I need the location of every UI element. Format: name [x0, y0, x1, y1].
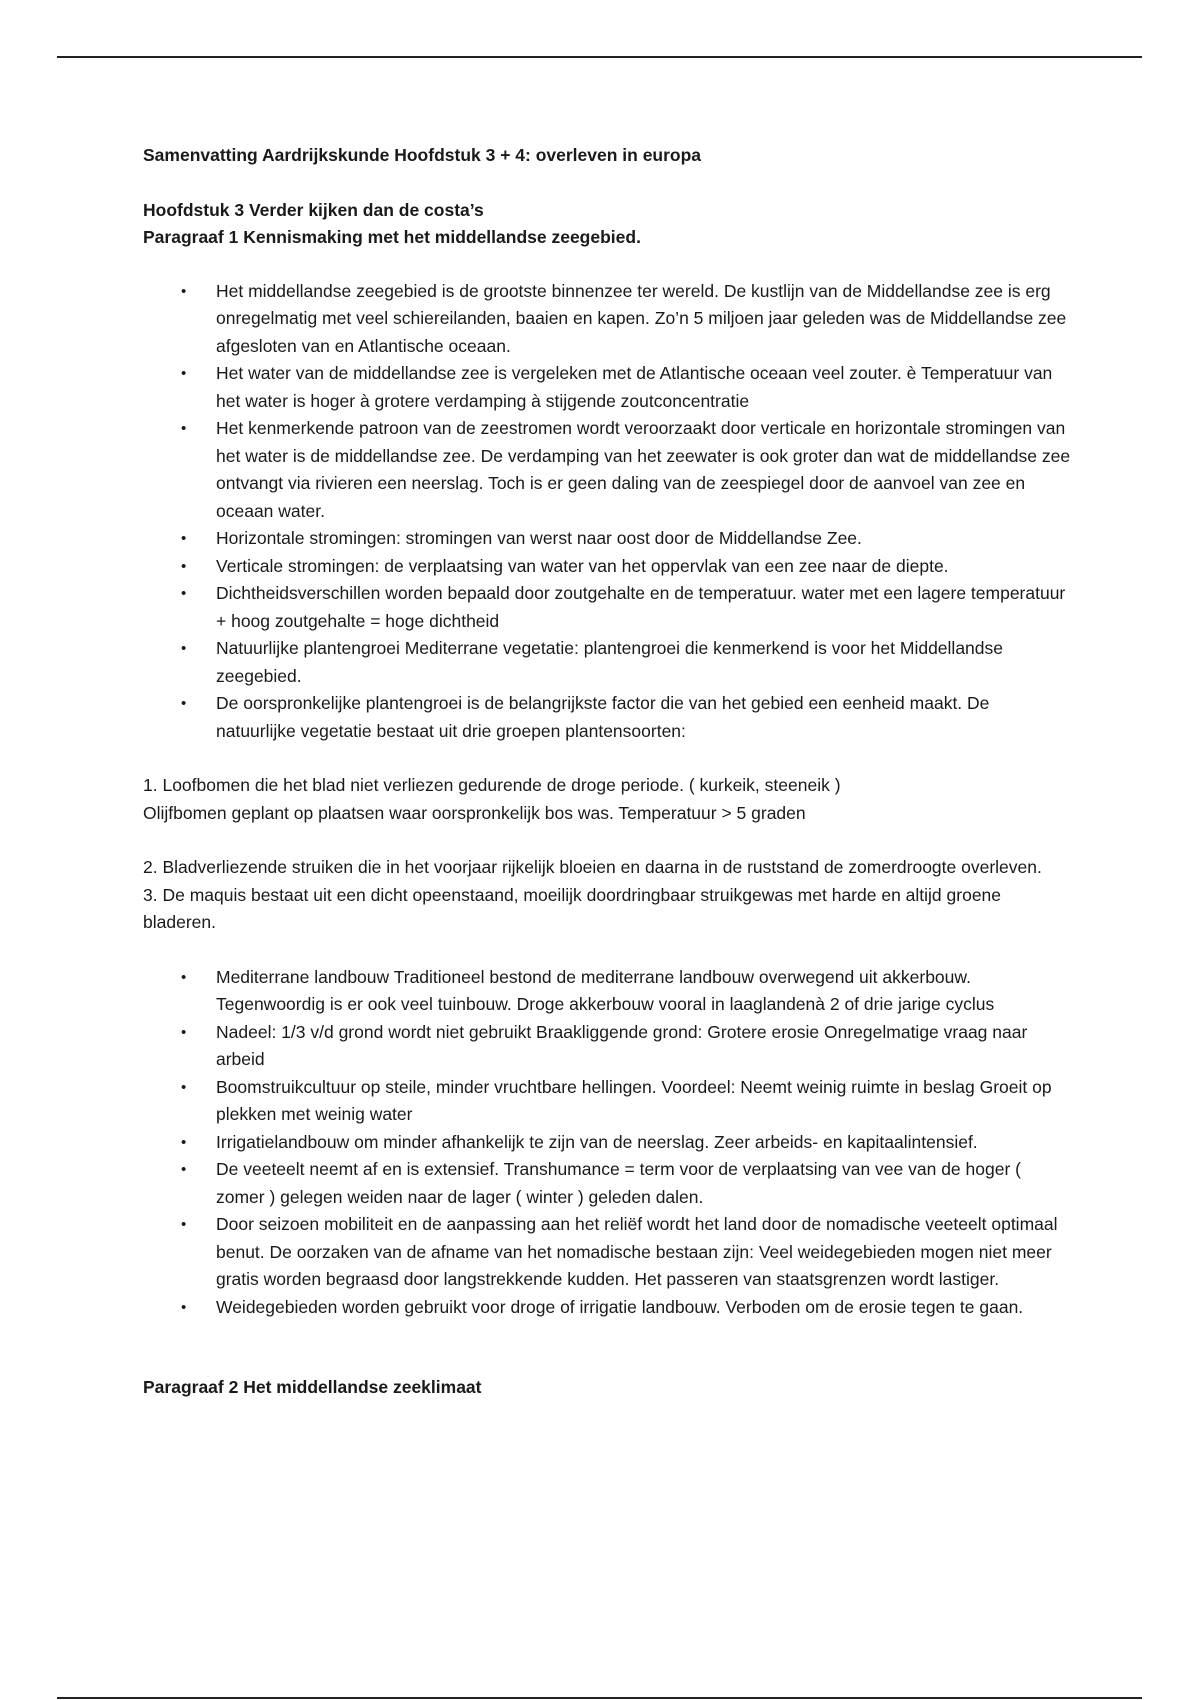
list-item: • Weidegebieden worden gebruikt voor droge of irrigatie landbouw. Verboden om de erosie tegen te gaan.: [143, 1294, 1073, 1322]
list-item: • Door seizoen mobiliteit en de aanpassing aan het reliëf wordt het land door de nomadische veeteelt optimaal benut. De oorzaken van de afname van het nomadische bestaan zijn: Veel weidegebieden mogen niet meer gratis worden begraasd door langstrekkende kudden. Het passeren van staatsgrenzen wordt lastiger.: [143, 1211, 1073, 1294]
list-item: • Horizontale stromingen: stromingen van werst naar oost door de Middellandse Zee.: [143, 525, 1073, 553]
bullet-list-2: [143, 964, 1073, 1322]
list-item: • De oorspronkelijke plantengroei is de belangrijkste factor die van het gebied een eenheid maakt. De natuurlijke vegetatie bestaat uit drie groepen plantensoorten:: [143, 690, 1073, 745]
bullet-icon: •: [181, 1023, 187, 1041]
bullet-icon: •: [181, 420, 187, 437]
bullet-icon: •: [181, 640, 187, 657]
bullet-icon: •: [181, 1133, 187, 1151]
bullet-icon: •: [181, 1216, 187, 1233]
bottom-rule: [57, 1697, 1142, 1699]
list-item: • Boomstruikcultuur op steile, minder vruchtbare hellingen. Voordeel: Neemt weinig ruimte in beslag Groeit op plekken met weinig water: [143, 1074, 1073, 1129]
list-item: • De veeteelt neemt af en is extensief. Transhumance = term voor de verplaatsing van vee van de hoger ( zomer ) gelegen weiden naar de lager ( winter ) geleden dalen.: [143, 1156, 1073, 1211]
bullet-icon: •: [181, 585, 187, 602]
bullet-icon: •: [181, 1298, 187, 1316]
chapter-heading: Hoofdstuk 3 Verder kijken dan de costa’s: [143, 199, 484, 220]
numbered-item-2: 2. Bladverliezende struiken die in het voorjaar rijkelijk bloeien en daarna in de ruststand de zomerdroogte overleven.: [143, 857, 1042, 877]
list-item: • Irrigatielandbouw om minder afhankelijk te zijn van de neerslag. Zeer arbeids- en kapitaalintensief.: [143, 1129, 1073, 1157]
section-heading-2: Paragraaf 2 Het middellandse zeeklimaat: [143, 1377, 482, 1397]
list-item: • Het kenmerkende patroon van de zeestromen wordt veroorzaakt door verticale en horizontale stromingen van het water is de middellandse zee. De verdamping van het zeewater is ook groter dan wat de middellandse zee ontvangt via rivieren een neerslag. Toch is er geen daling van de zeespiegel door de aanvoel van zee en oceaan water.: [143, 415, 1073, 525]
document-title: Samenvatting Aardrijkskunde Hoofdstuk 3 + 4: overleven in europa: [143, 145, 702, 165]
list-item: • Mediterrane landbouw Traditioneel bestond de mediterrane landbouw overwegend uit akkerbouw. Tegenwoordig is er ook veel tuinbouw. Droge akkerbouw vooral in laaglandenà 2 of drie jarige cyclus: [143, 964, 1073, 1019]
bullet-icon: •: [181, 365, 187, 382]
bullet-icon: •: [181, 1078, 187, 1096]
bullet-icon: •: [181, 1161, 187, 1178]
list-item: • Het middellandse zeegebied is de grootste binnenzee ter wereld. De kustlijn van de Middellandse zee is erg onregelmatig met veel schiereilanden, baaien en kapen. Zo’n 5 miljoen jaar geleden was de Middellandse zee afgesloten van en Atlantische oceaan.: [143, 278, 1073, 361]
list-item: • Verticale stromingen: de verplaatsing van water van het oppervlak van een zee naar de diepte.: [143, 553, 1073, 581]
bullet-icon: •: [181, 282, 187, 300]
list-item: • Nadeel: 1/3 v/d grond wordt niet gebruikt Braakliggende grond: Grotere erosie Onregelmatige vraag naar arbeid: [143, 1019, 1073, 1074]
numbered-item-1-line-2: Olijfbomen geplant op plaatsen waar oorspronkelijk bos was. Temperatuur > 5 graden: [143, 802, 806, 823]
section-heading-1: Paragraaf 1 Kennismaking met het middellandse zeegebied.: [143, 227, 641, 247]
list-item: • Dichtheidsverschillen worden bepaald door zoutgehalte en de temperatuur. water met een lagere temperatuur + hoog zoutgehalte = hoge dichtheid: [143, 580, 1073, 635]
bullet-icon: •: [181, 968, 187, 986]
bullet-icon: •: [181, 695, 187, 712]
list-item: • Het water van de middellandse zee is vergeleken met de Atlantische oceaan veel zouter. è Temperatuur van het water is hoger à grotere verdamping à stijgende zoutconcentratie: [143, 360, 1073, 415]
bullet-icon: •: [181, 557, 187, 575]
numbered-item-1-line-1: 1. Loofbomen die het blad niet verliezen gedurende de droge periode. ( kurkeik, steeneik ): [143, 775, 841, 795]
bullet-list-1: [143, 278, 1073, 746]
bullet-icon: •: [181, 530, 187, 547]
numbered-item-3: 3. De maquis bestaat uit een dicht opeenstaand, moeilijk doordringbaar struikgewas met harde en altijd groene bladeren.: [143, 884, 1002, 932]
top-rule: [57, 56, 1142, 58]
list-item: • Natuurlijke plantengroei Mediterrane vegetatie: plantengroei die kenmerkend is voor het Middellandse zeegebied.: [143, 635, 1073, 690]
document-body: [143, 142, 1073, 1402]
